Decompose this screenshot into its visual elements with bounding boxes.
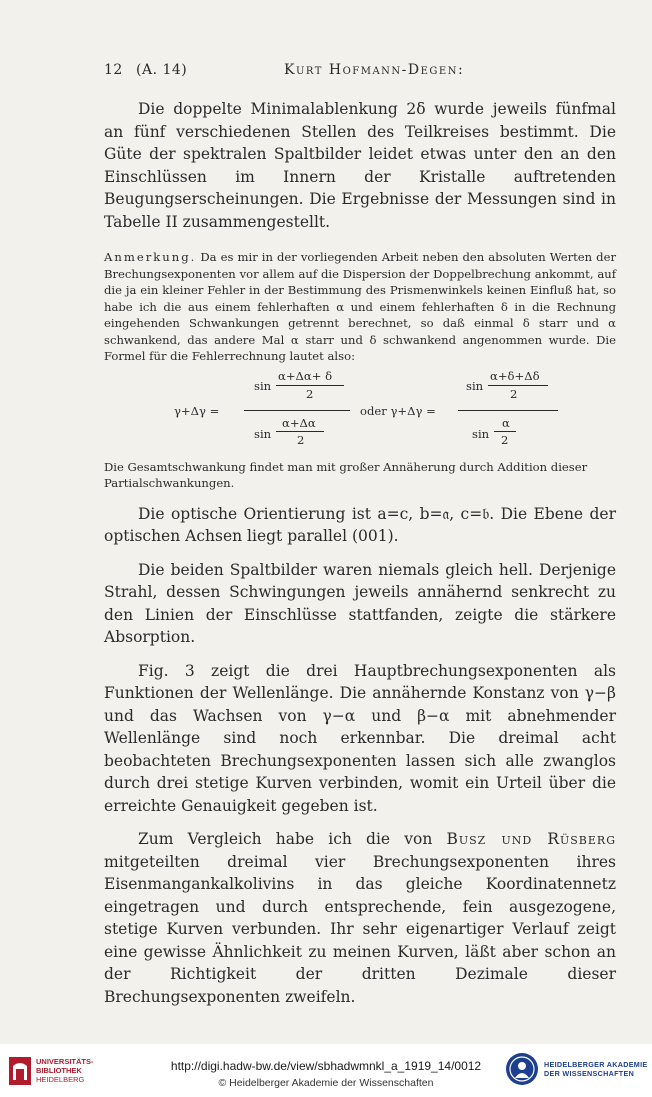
library-line-2: BIBLIOTHEK bbox=[36, 1066, 82, 1075]
fraction-bar bbox=[488, 385, 548, 386]
sin-label: sin bbox=[254, 426, 272, 441]
article-reference: (A. 14) bbox=[136, 62, 188, 78]
viewer-footer bbox=[0, 1044, 652, 1097]
main-fraction-bar bbox=[458, 410, 558, 411]
remark-text: Da es mir in der vorliegenden Arbeit neben den absoluten Werten der Brechungsexponenten vor allem auf die Dispersion der Doppelbrechung ankommt, auf die ja ein kleiner Fehler in der Bestimmung des Prismenwinkels keinen Einfluß hat, so habe ich die aus einem fehlerhaften α und einem fehlerhaften δ in die Rechnung eingehenden Schwankungen getrennt berechnet, so daß einmal δ starr und α schwankend, das andere Mal α starr und δ schwankend angenommen wurde. Die Formel für die Fehlerrechnung lautet also: bbox=[104, 250, 617, 363]
page-body bbox=[104, 98, 616, 1008]
formula1-num-den: 2 bbox=[306, 386, 314, 401]
formula2-den-den: 2 bbox=[501, 432, 509, 447]
formula1-den-num: α+Δα bbox=[282, 415, 316, 430]
library-line-1: UNIVERSITÄTS- bbox=[36, 1057, 94, 1066]
fraction-bar bbox=[494, 431, 516, 432]
academy-line-2: DER WISSENSCHAFTEN bbox=[544, 1069, 635, 1078]
author-name: Kurt Hofmann-Degen: bbox=[284, 62, 465, 78]
paragraph-5-end: mitgeteilten dreimal vier Brechungsexponenten ihres Eisenmangankalkolivins in das gleiche Koordinatennetz eingetragen und durch entsprechende, fein ausgezogene, stetige Kurven verbunden. Ihr sehr eigenartiger Verlauf zeigt eine gewisse Ähnlichkeit zu meinen Kurven, läßt aber schon an der Richtigkeit der dritten Dezimale dieser Brechungsexponenten zweifeln. bbox=[104, 852, 616, 1006]
formula2-num-num: α+δ+Δδ bbox=[490, 368, 540, 383]
academy-seal-icon bbox=[505, 1052, 539, 1086]
error-formula bbox=[104, 367, 616, 457]
paragraph-5 bbox=[104, 828, 616, 1008]
academy-name bbox=[544, 1060, 647, 1078]
copyright-notice: © Heidelberger Akademie der Wissenschaften bbox=[218, 1077, 434, 1089]
formula1-den-den: 2 bbox=[297, 432, 305, 447]
paragraph-1: Die doppelte Minimalablenkung 2δ wurde jeweils fünfmal an fünf verschiedenen Stellen des Teilkreises bestimmt. Die Güte der spektralen Spaltbilder leidet etwas unter den an den Einschlüssen im Innern der Kristalle auftretenden Beugungserscheinungen. Die Ergebnisse der Messungen sind in Tabelle II zusammengestellt. bbox=[104, 100, 616, 231]
remark-conclusion: Die Gesamtschwankung findet man mit großer Annäherung durch Addition dieser Partialschwankungen. bbox=[104, 459, 588, 490]
sin-label: sin bbox=[472, 426, 490, 441]
formula2-num-den: 2 bbox=[510, 386, 518, 401]
main-fraction-bar bbox=[244, 410, 350, 411]
academy-line-1: HEIDELBERGER AKADEMIE bbox=[544, 1060, 648, 1069]
paragraph-4: Fig. 3 zeigt die drei Hauptbrechungsexponenten als Funktionen der Wellenlänge. Die annähernde Konstanz von γ−β und das Wachsen von γ−α und β−α mit abnehmender Wellenlänge sind noch erkennbar. Die dreimal acht beobachteten Brechungsexponenten lassen sich alle zwanglos durch drei stetige Kurven verbinden, womit ein Urteil über die erreichte Genauigkeit gegeben ist. bbox=[104, 661, 616, 815]
formula-lhs: γ+Δγ = bbox=[174, 403, 220, 418]
library-line-3: HEIDELBERG bbox=[36, 1075, 85, 1084]
paragraph-2: Die optische Orientierung ist a=c, b=𝔞, c=𝔟. Die Ebene der optischen Achsen liegt parallel (001). bbox=[104, 504, 616, 545]
fraction-bar bbox=[276, 431, 324, 432]
paragraph-3: Die beiden Spaltbilder waren niemals gleich hell. Derjenige Strahl, dessen Schwingungen jeweils annähernd senkrecht zu den Linien der Einschlüsse stattfanden, zeigte die stärkere Absorption. bbox=[104, 560, 616, 646]
permalink-url[interactable]: http://digi.hadw-bw.de/view/sbhadwmnkl_a_1919_14/0012 bbox=[170, 1059, 482, 1073]
fraction-bar bbox=[276, 385, 344, 386]
page-number: 12 bbox=[104, 62, 123, 78]
formula1-num-num: α+Δα+ δ bbox=[278, 368, 333, 383]
remark-lead: Anmerkung. bbox=[104, 250, 197, 264]
paragraph-5-start: Zum Vergleich habe ich die von bbox=[138, 830, 447, 848]
formula-oder: oder γ+Δγ = bbox=[360, 403, 436, 418]
cited-authors: Busz und Rüsberg bbox=[446, 830, 616, 848]
sin-label: sin bbox=[466, 378, 484, 393]
footnote-remark bbox=[104, 249, 616, 365]
sin-label: sin bbox=[254, 378, 272, 393]
formula2-den-num: α bbox=[502, 415, 510, 430]
